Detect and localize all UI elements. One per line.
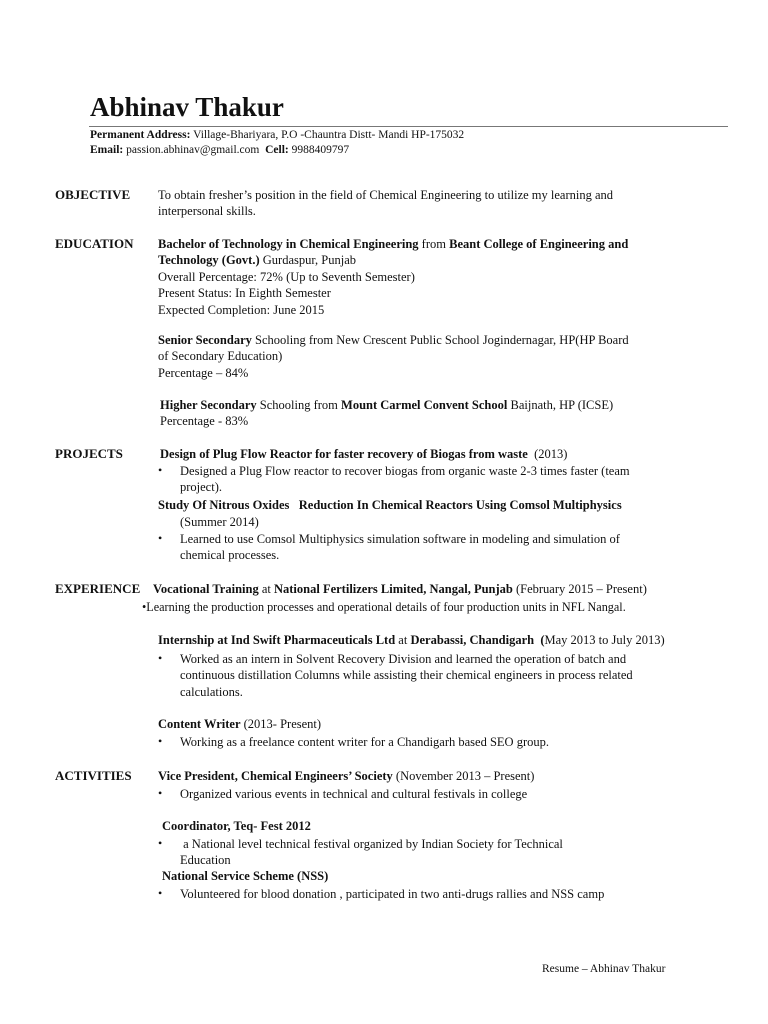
- vp-period: (November 2013 – Present): [392, 769, 535, 783]
- address-line: [90, 128, 464, 143]
- vocational-at: at: [258, 582, 274, 596]
- section-education: EDUCATION: [55, 236, 134, 251]
- section-projects: PROJECTS: [55, 446, 123, 461]
- email-value: passion.abhinav@gmail.com: [126, 144, 260, 156]
- cell-label: Cell:: [265, 144, 289, 156]
- objective-text: [158, 187, 613, 220]
- btech-status: Present Status: In Eighth Semester: [158, 286, 331, 301]
- senior-desc-cont: of Secondary Education): [158, 349, 283, 364]
- bullet-icon: •: [158, 836, 163, 850]
- education-higher: [160, 397, 613, 430]
- project-2-title: [158, 497, 622, 513]
- nss-title: National Service Scheme (NSS): [162, 869, 329, 883]
- bullet-icon: •: [158, 531, 163, 545]
- writer-bullet: Working as a freelance content writer for a Chandigarh based SEO group.: [180, 735, 550, 749]
- bullet-line: Education: [180, 853, 231, 868]
- vocational-title: Vocational Training: [153, 582, 259, 596]
- project-1-year: (2013): [527, 447, 568, 461]
- bullet-line: Designed a Plug Flow reactor to recover biogas from organic waste 2-3 times faster (team: [180, 464, 630, 478]
- education-senior: [158, 332, 629, 381]
- senior-line: [158, 332, 629, 348]
- section-activities: ACTIVITIES: [55, 768, 132, 783]
- internship-location: Derabassi, Chandigarh (: [410, 633, 545, 647]
- email-label: Email:: [90, 144, 124, 156]
- higher-percentage: Percentage - 83%: [160, 414, 249, 429]
- vocational-org: National Fertilizers Limited, Nangal, Punjab: [273, 582, 513, 596]
- bullet-line: Learned to use Comsol Multiphysics simulation software in modeling and simulation of: [180, 532, 620, 546]
- contact-line: [90, 143, 349, 158]
- vocational-bullet: •Learning the production processes and operational details of four production units in NFL Nangal.: [142, 600, 626, 614]
- address-label: Permanent Address:: [90, 129, 191, 141]
- senior-title: Senior Secondary: [158, 333, 252, 347]
- vocational-period: (February 2015 – Present): [512, 582, 647, 596]
- experience-vocational: [153, 581, 647, 597]
- btech-college: Beant College of Engineering and: [449, 237, 629, 251]
- candidate-name: Abhinav Thakur: [90, 92, 284, 122]
- internship-at: at: [395, 633, 411, 647]
- internship-title: Internship at Ind Swift Pharmaceuticals Ltd: [158, 633, 396, 647]
- experience-writer: [158, 716, 321, 732]
- btech-from: from: [418, 237, 450, 251]
- btech-location: Gurdaspur, Punjab: [259, 253, 356, 268]
- higher-from: Schooling from: [256, 398, 342, 412]
- btech-line: [158, 236, 628, 252]
- btech-line: [158, 252, 628, 268]
- bullet-line: calculations.: [180, 684, 243, 699]
- address-value: Village-Bhariyara, P.O -Chauntra Distt- Mandi HP-175032: [193, 129, 465, 141]
- experience-internship: [158, 632, 665, 648]
- project-2-year: (Summer 2014): [180, 515, 259, 529]
- vp-bullet: Organized various events in technical and cultural festivals in college: [180, 787, 528, 801]
- btech-college-cont: Technology (Govt.): [158, 253, 260, 268]
- activity-nss: [162, 868, 328, 884]
- senior-desc: Schooling from New Crescent Public School Jogindernagar, HP(HP Board: [251, 333, 629, 347]
- coordinator-bullet: [180, 836, 563, 869]
- section-objective: OBJECTIVE: [55, 187, 131, 202]
- writer-period: (2013- Present): [240, 717, 322, 731]
- bullet-icon: •: [158, 786, 163, 800]
- btech-percentage: Overall Percentage: 72% (Up to Seventh Semester): [158, 269, 415, 284]
- higher-school: Mount Carmel Convent School: [341, 398, 508, 412]
- bullet-icon: •: [158, 463, 163, 477]
- project-1-name: Design of Plug Flow Reactor for faster recovery of Biogas from waste: [160, 447, 528, 461]
- project-1-bullet: [180, 463, 630, 496]
- bullet-line: a National level technical festival organized by Indian Society for Technical: [180, 837, 563, 851]
- vp-title: Vice President, Chemical Engineers’ Society: [158, 769, 393, 783]
- header-divider: [89, 126, 728, 127]
- project-2-bullet: [180, 531, 620, 564]
- btech-completion: Expected Completion: June 2015: [158, 302, 325, 317]
- activity-vp: [158, 768, 534, 784]
- education-btech: [158, 236, 628, 318]
- project-1-title: [160, 446, 567, 462]
- higher-title: Higher Secondary: [160, 398, 257, 412]
- bullet-icon: •: [158, 734, 163, 748]
- nss-bullet: Volunteered for blood donation , participated in two anti-drugs rallies and NSS camp: [180, 887, 605, 901]
- bullet-line: chemical processes.: [180, 548, 280, 563]
- internship-period: May 2013 to July 2013): [544, 633, 665, 647]
- project-2-name: Study Of Nitrous Oxides Reduction In Chemical Reactors Using Comsol Multiphysics: [158, 498, 622, 512]
- bullet-line: Worked as an intern in Solvent Recovery Division and learned the operation of batch and: [180, 652, 627, 666]
- bullet-line: project).: [180, 480, 222, 495]
- page-footer: Resume – Abhinav Thakur: [542, 963, 666, 975]
- writer-title: Content Writer: [158, 717, 241, 731]
- higher-line: [160, 397, 613, 413]
- higher-location: Baijnath, HP (ICSE): [507, 398, 614, 412]
- section-experience: EXPERIENCE: [55, 581, 141, 596]
- btech-degree: Bachelor of Technology in Chemical Engineering: [158, 237, 419, 251]
- cell-value: 9988409797: [291, 144, 350, 156]
- internship-bullet: [180, 651, 633, 700]
- bullet-line: continuous distillation Columns while assisting their chemical engineers in process related: [180, 668, 633, 683]
- objective-line: To obtain fresher’s position in the field of Chemical Engineering to utilize my learning and: [158, 188, 614, 202]
- senior-percentage: Percentage – 84%: [158, 365, 249, 380]
- coordinator-title: Coordinator, Teq- Fest 2012: [162, 819, 311, 833]
- objective-line: interpersonal skills.: [158, 204, 256, 219]
- bullet-icon: •: [158, 886, 163, 900]
- activity-coordinator: [162, 818, 311, 834]
- bullet-icon: •: [158, 651, 163, 665]
